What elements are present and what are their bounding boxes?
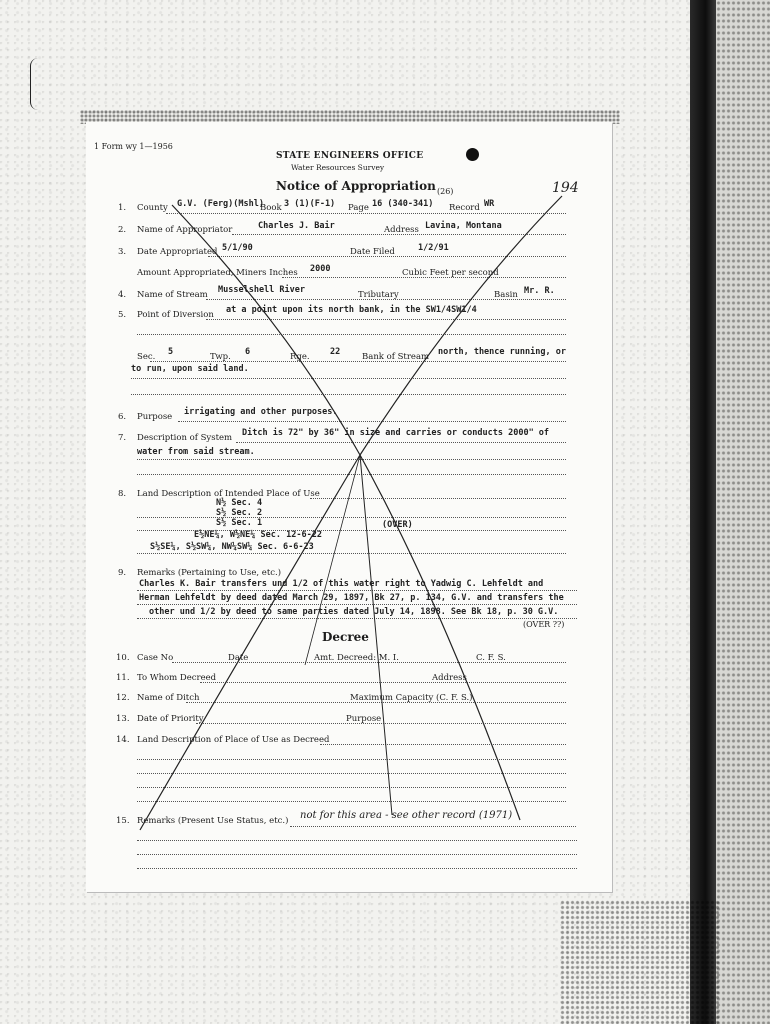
address2-label: Address — [432, 673, 467, 683]
ditch-label: Name of Ditch — [137, 693, 200, 703]
book-label: Book — [260, 203, 282, 213]
row-number: 15. — [116, 816, 130, 826]
sec-value: 5 — [168, 347, 174, 357]
bank-value: north, thence running, or — [438, 347, 566, 357]
address-value: Lavina, Montana — [425, 221, 502, 231]
row-number: 7. — [118, 433, 127, 443]
office-title: STATE ENGINEERS OFFICE — [276, 151, 424, 161]
twp-value: 6 — [245, 347, 251, 357]
amt-decreed-label: Amt. Decreed: M. I. — [314, 653, 399, 663]
capacity-label: Maximum Capacity (C. F. S.) — [350, 693, 473, 703]
basin-value: Mr. R. — [524, 286, 555, 296]
corner-number: 194 — [552, 180, 579, 196]
remarks-line-3: other und 1/2 by deed to same parties dated July 14, 1898. See Bk 18, p. 30 G.V. — [149, 607, 559, 617]
sec-label: Sec. — [137, 352, 156, 362]
county-value: G.V. (Ferg)(Mshl) — [177, 199, 264, 209]
remarks2-value: not for this area - see other record (1971) — [300, 810, 513, 821]
cfs-label: Cubic Feet per second — [402, 268, 499, 278]
basin-label: Basin — [494, 290, 518, 300]
code-26: (26) — [437, 187, 454, 196]
row-number: 10. — [116, 653, 130, 663]
survey-subtitle: Water Resources Survey — [291, 163, 385, 172]
purpose-label: Purpose — [137, 412, 173, 422]
land2-label: Land Description of Place of Use as Decreed — [137, 735, 330, 745]
case-label: Case No — [137, 653, 174, 663]
land-line-1: N½ Sec. 4 — [216, 498, 263, 508]
land-line-2: S½ Sec. 2 — [216, 508, 263, 518]
row-number: 3. — [118, 247, 127, 257]
rge-label: Rge. — [290, 352, 310, 362]
row-number: 1. — [118, 203, 127, 213]
tributary-label: Tributary — [358, 290, 399, 300]
system-continuation: water from said stream. — [137, 447, 255, 457]
amount-label: Amount Appropriated, Miners Inches — [137, 268, 298, 278]
land-line-3: S½ Sec. 1 — [216, 518, 263, 528]
bank-label: Bank of Stream — [362, 352, 430, 362]
page-label: Page — [348, 203, 369, 213]
diversion-value: at a point upon its north bank, in the SW1/4SW1/4 — [226, 305, 477, 315]
system-value: Ditch is 72" by 36" in size and carries or conducts 2000" of — [242, 428, 550, 438]
row-number: 12. — [116, 693, 130, 703]
form-code: 1 Form wy 1—1956 — [94, 142, 173, 151]
twp-label: Twp. — [210, 352, 231, 362]
appropriator-value: Charles J. Bair — [258, 221, 335, 231]
remarks-label: Remarks (Pertaining to Use, etc.) — [137, 568, 282, 578]
date-label: Date — [228, 653, 249, 663]
remarks-over: (OVER ??) — [523, 620, 565, 629]
row-number: 4. — [118, 290, 127, 300]
row-number: 2. — [118, 225, 127, 235]
date-filed-value: 1/2/91 — [418, 243, 449, 253]
appropriator-label: Name of Appropriator — [137, 225, 233, 235]
page-title: Notice of Appropriation — [276, 179, 436, 193]
decree-title: Decree — [322, 630, 369, 644]
address-label: Address — [384, 225, 419, 235]
purpose-value: irrigating and other purposes. — [184, 407, 338, 417]
row-number: 9. — [118, 568, 127, 578]
diversion-label: Point of Diversion — [137, 310, 214, 320]
remarks2-label: Remarks (Present Use Status, etc.) — [137, 816, 289, 826]
date-filed-label: Date Filed — [350, 247, 395, 257]
land-over: (OVER) — [382, 520, 413, 530]
land-line-4: E½NE¼, W½NE¼ Sec. 12-6-22 — [194, 530, 322, 540]
remarks-line-2: Herman Lehfeldt by deed dated March 29, 1897, Bk 27, p. 134, G.V. and transfers the — [139, 593, 564, 603]
priority-label: Date of Priority — [137, 714, 204, 724]
stream-label: Name of Stream — [137, 290, 208, 300]
book-value: 3 (1)(F-1) — [284, 199, 336, 209]
page-value: 16 (340-341) — [372, 199, 434, 209]
remarks-line-1: Charles K. Bair transfers und 1/2 of this water right to Yadwig C. Lehfeldt and — [139, 579, 544, 589]
rge-value: 22 — [330, 347, 341, 357]
row-number: 8. — [118, 489, 127, 499]
row-number: 13. — [116, 714, 130, 724]
row-number: 11. — [116, 673, 130, 683]
amount-value: 2000 — [310, 264, 331, 274]
purpose2-label: Purpose — [346, 714, 382, 724]
county-label: County — [137, 203, 168, 213]
row-number: 6. — [118, 412, 127, 422]
row-number: 14. — [116, 735, 130, 745]
bank-continuation: to run, upon said land. — [131, 364, 249, 374]
date-appropriated-value: 5/1/90 — [222, 243, 253, 253]
record-label: Record — [449, 203, 480, 213]
row-number: 5. — [118, 310, 127, 320]
system-label: Description of System — [137, 433, 233, 443]
cfs-short-label: C. F. S. — [476, 653, 506, 663]
land-line-5: S½SE¼, S½SW¼, NW¼SW¼ Sec. 6-6-23 — [150, 542, 314, 552]
stream-value: Musselshell River — [218, 285, 305, 295]
whom-label: To Whom Decreed — [137, 673, 217, 683]
record-value: WR — [484, 199, 495, 209]
land-label: Land Description of Intended Place of Use — [137, 489, 320, 499]
date-appropriated-label: Date Appropriated — [137, 247, 218, 257]
